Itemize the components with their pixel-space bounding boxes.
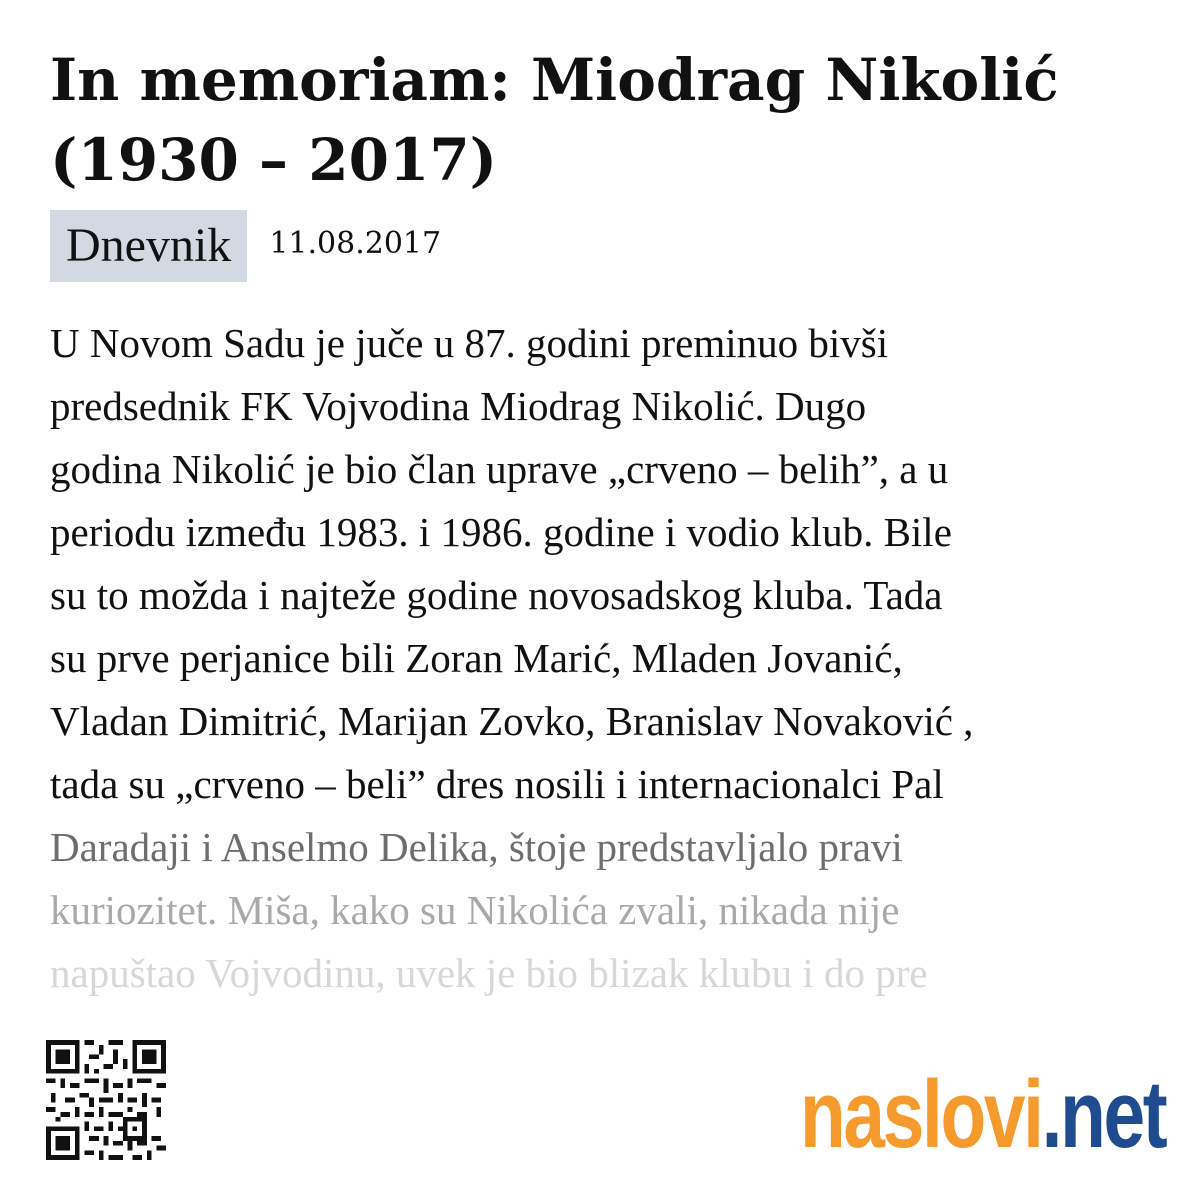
body-line: su to možda i najteže godine novosadskog kluba. Tada [50, 572, 943, 618]
body-line: Vladan Dimitrić, Marijan Zovko, Branislav Novaković , [50, 698, 974, 744]
body-line: U Novom Sadu je juče u 87. godini preminuo bivši [50, 320, 889, 366]
logo-text-net: .net [1041, 1061, 1166, 1168]
qr-code-icon[interactable] [46, 1040, 166, 1160]
body-line: kuriozitet. Miša, kako su Nikolića zvali, nikada nije [50, 887, 900, 933]
naslovi-net-logo[interactable] [800, 1060, 1165, 1170]
publish-date: 11.08.2017 [269, 226, 442, 261]
body-line: godina Nikolić je bio član uprave „crveno – belih”, a u [50, 446, 949, 492]
body-line: tada su „crveno – beli” dres nosili i internacionalci Pal [50, 761, 944, 807]
article [50, 40, 1150, 1005]
body-line: napuštao Vojvodinu, uvek je bio blizak klubu i do pre [50, 950, 928, 996]
body-line: su prve perjanice bili Zoran Marić, Mladen Jovanić, [50, 635, 903, 681]
body-line: predsednik FK Vojvodina Miodrag Nikolić. Dugo [50, 383, 867, 429]
logo-text-naslovi: naslovi [800, 1061, 1042, 1168]
source-badge[interactable]: Dnevnik [50, 210, 247, 282]
article-title: In memoriam: Miodrag Nikolić (1930 – 2017) [50, 46, 1059, 194]
article-body [50, 312, 1150, 1005]
body-line: periodu između 1983. i 1986. godine i vodio klub. Bile [50, 509, 952, 555]
body-line: Daradaji i Anselmo Delika, štoje predstavljalo pravi [50, 824, 903, 870]
article-meta [50, 210, 1150, 282]
